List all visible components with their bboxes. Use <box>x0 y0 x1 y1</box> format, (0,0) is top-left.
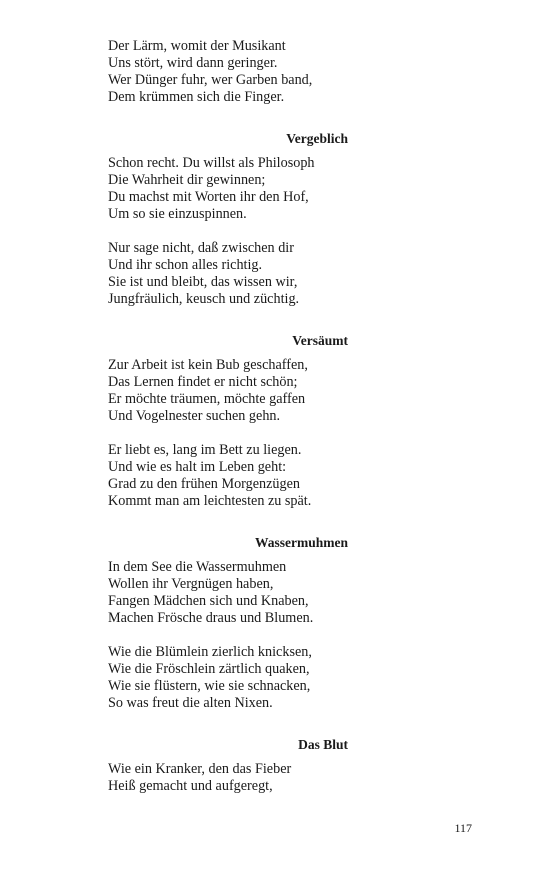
poem-wassermuhmen <box>108 534 348 712</box>
verse-line: Und Vogelnester suchen gehn. <box>108 408 281 424</box>
verse-line: Fangen Mädchen sich und Knaben, <box>108 593 309 609</box>
verse-line: Und ihr schon alles richtig. <box>108 257 263 273</box>
stanza <box>108 38 348 106</box>
verse-line: Der Lärm, womit der Musikant <box>108 38 286 54</box>
verse-line: Grad zu den frühen Morgenzügen <box>108 476 300 492</box>
poem-title: Das Blut <box>298 737 348 752</box>
verse-line: Machen Frösche draus und Blumen. <box>108 610 314 626</box>
stanza <box>108 357 348 425</box>
verse-line: Dem krümmen sich die Finger. <box>108 89 285 105</box>
verse-line: In dem See die Wassermuhmen <box>108 559 287 575</box>
verse-line: So was freut die alten Nixen. <box>108 695 273 711</box>
poem-vergeblich <box>108 130 348 308</box>
stanza <box>108 761 348 795</box>
verse-line: Jungfräulich, keusch und züchtig. <box>108 291 300 307</box>
verse-line: Uns stört, wird dann geringer. <box>108 55 278 71</box>
verse-line: Nur sage nicht, daß zwischen dir <box>108 240 294 256</box>
verse-line: Wollen ihr Vergnügen haben, <box>108 576 274 592</box>
poem-title: Vergeblich <box>286 131 348 146</box>
stanza <box>108 559 348 627</box>
verse-line: Heiß gemacht und aufgeregt, <box>108 778 273 794</box>
stanza <box>108 644 348 712</box>
verse-line: Zur Arbeit ist kein Bub geschaffen, <box>108 357 308 373</box>
stanza <box>108 155 348 223</box>
verse-line: Und wie es halt im Leben geht: <box>108 459 287 475</box>
verse-line: Wie die Blümlein zierlich knicksen, <box>108 644 312 660</box>
stanza <box>108 442 348 510</box>
poem-continuation <box>108 38 348 106</box>
verse-line: Schon recht. Du willst als Philosoph <box>108 155 315 171</box>
verse-line: Wie die Fröschlein zärtlich quaken, <box>108 661 310 677</box>
verse-line: Wie ein Kranker, den das Fieber <box>108 761 292 777</box>
poem-das-blut <box>108 736 348 795</box>
verse-line: Er liebt es, lang im Bett zu liegen. <box>108 442 302 458</box>
poem-title: Wassermuhmen <box>254 535 348 550</box>
poem-title: Versäumt <box>292 333 348 348</box>
verse-line: Das Lernen findet er nicht schön; <box>108 374 298 390</box>
verse-line: Sie ist und bleibt, das wissen wir, <box>108 274 298 290</box>
verse-line: Um so sie einzuspinnen. <box>108 206 247 222</box>
verse-line: Wer Dünger fuhr, wer Garben band, <box>108 72 313 88</box>
page-body <box>108 38 348 795</box>
stanza <box>108 240 348 308</box>
verse-line: Wie sie flüstern, wie sie schnacken, <box>108 678 311 694</box>
poem-versaeumt <box>108 332 348 510</box>
verse-line: Kommt man am leichtesten zu spät. <box>108 493 312 509</box>
verse-line: Er möchte träumen, möchte gaffen <box>108 391 306 407</box>
verse-line: Du machst mit Worten ihr den Hof, <box>108 189 309 205</box>
page-number: 117 <box>454 821 472 835</box>
verse-line: Die Wahrheit dir gewinnen; <box>108 172 266 188</box>
